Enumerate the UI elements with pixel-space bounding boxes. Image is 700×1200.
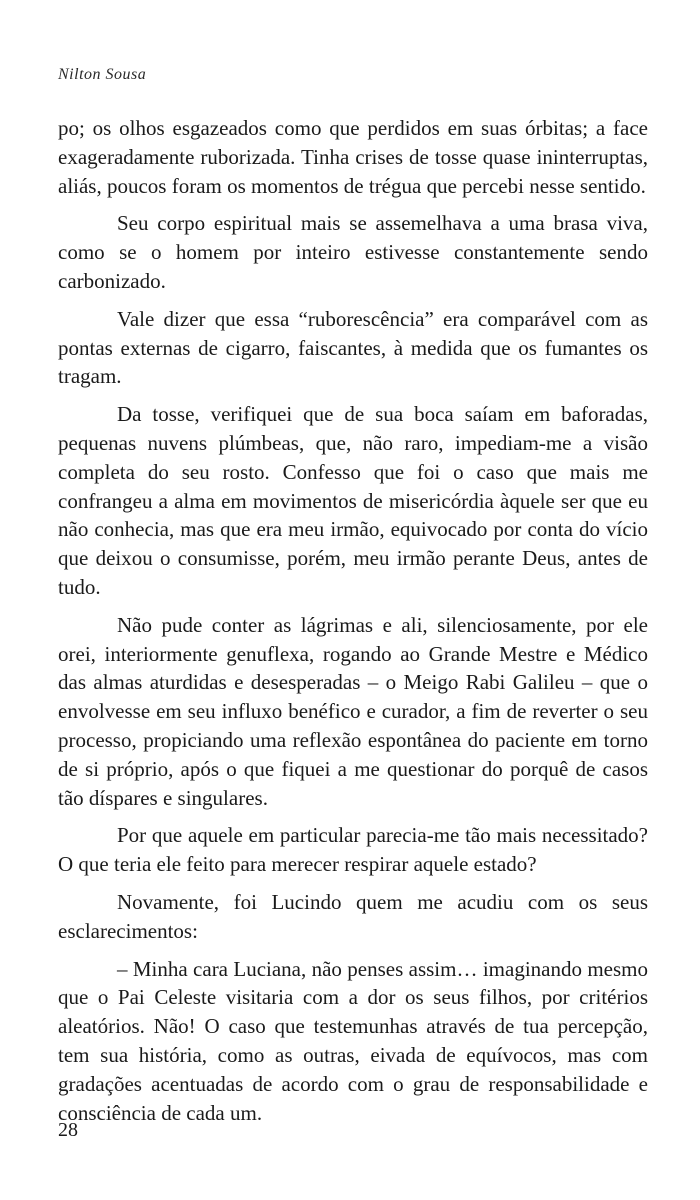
paragraph: Da tosse, verifiquei que de sua boca saíam em baforadas, pequenas nuvens plúmbeas, que, não raro, impediam-me a visão completa do seu rosto. Confesso que foi o caso que mais me confrangeu a alma em movimentos de misericórdia àquele ser que eu não conhecia, mas que era meu irmão, equivocado por conta do vício que deixou o consumisse, porém, meu irmão perante Deus, antes de tudo.	[58, 402, 648, 599]
paragraph: Novamente, foi Lucindo quem me acudiu com os seus esclarecimentos:	[58, 889, 648, 943]
paragraph: Por que aquele em particular parecia-me tão mais necessitado? O que teria ele feito para merecer respirar aquele estado?	[58, 823, 648, 877]
paragraph: Não pude conter as lágrimas e ali, silenciosamente, por ele orei, interiormente genuflexa, rogando ao Grande Mestre e Médico das almas aturdidas e desesperadas – o Meigo Rabi Galileu – que o envolvesse em seu influxo benéfico e curador, a fim de reverter o seu processo, propiciando uma reflexão espontânea do paciente em torno de si próprio, após o que fiquei a me questionar do porquê de casos tão díspares e singulares.	[58, 612, 648, 810]
body-text	[58, 114, 648, 1127]
paragraph: Seu corpo espiritual mais se assemelhava a uma brasa viva, como se o homem por inteiro estivesse constantemente sendo carbonizado.	[58, 211, 648, 293]
running-head: Nilton Sousa	[58, 66, 147, 83]
paragraph: po; os olhos esgazeados como que perdidos em suas órbitas; a face exageradamente ruborizada. Tinha crises de tosse quase ininterruptas, aliás, poucos foram os momentos de trégua que percebi nesse sentido.	[58, 116, 648, 198]
paragraph: – Minha cara Luciana, não penses assim… imaginando mesmo que o Pai Celeste visitaria com a dor os seus filhos, por critérios aleatórios. Não! O caso que testemunhas através de tua percepção, tem sua história, como as outras, eivada de equívocos, mas com gradações acentuadas de acordo com o grau de responsabilidade e consciência de cada um.	[58, 956, 648, 1125]
page-number: 28	[58, 1119, 78, 1141]
paragraph: Vale dizer que essa “ruborescência” era comparável com as pontas externas de cigarro, faiscantes, à medida que os fumantes os tragam.	[58, 306, 648, 389]
